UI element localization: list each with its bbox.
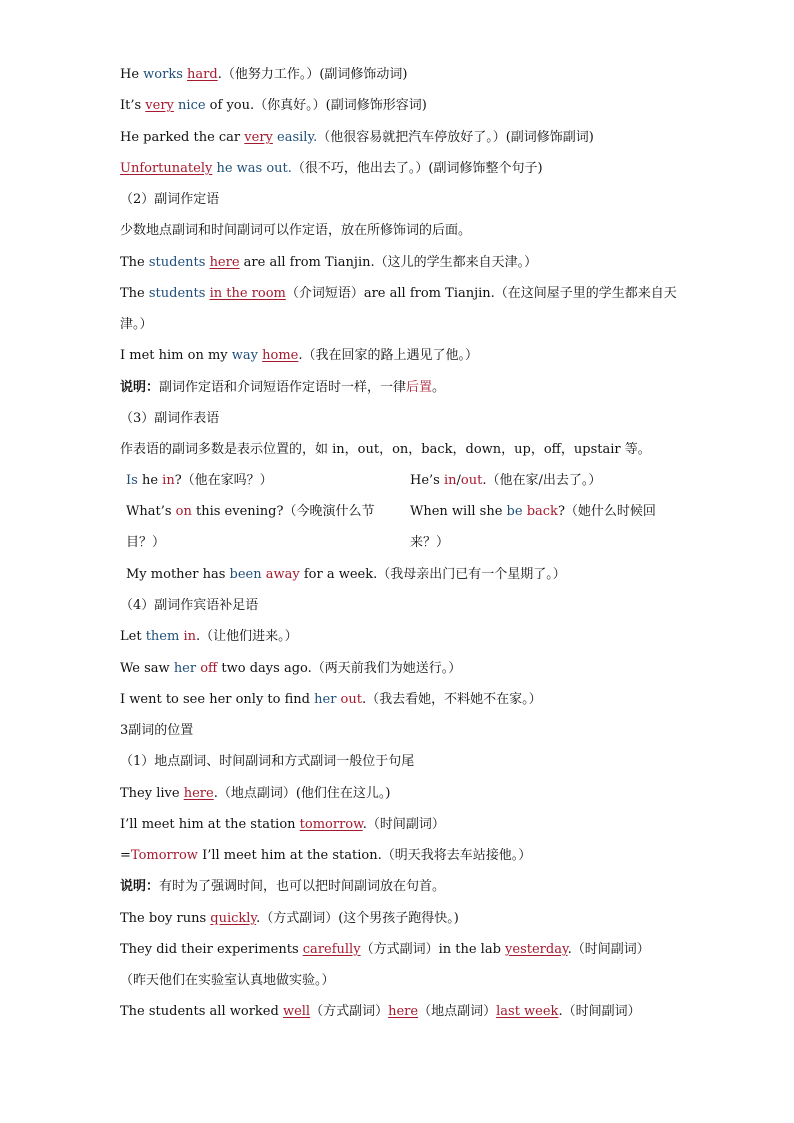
text-segment: .（我在回家的路上遇见了他。）: [298, 348, 479, 363]
table-cell: [126, 503, 374, 521]
text-segment: .（地点副词）(他们住在这儿。): [213, 786, 391, 801]
text-segment: （很不巧，他出去了。）(副词修饰整个句子): [291, 161, 543, 176]
note-label: 说明：: [120, 380, 160, 395]
underlined-word: tomorrow: [299, 817, 363, 832]
text-segment: this evening?（今晚演什么节: [191, 504, 375, 519]
text-segment: I went to see her only to find: [120, 692, 315, 707]
table-cell: [410, 472, 601, 490]
text-segment: be: [506, 504, 527, 519]
text-segment: （2）副词作定语: [120, 192, 220, 207]
text-segment: It’s: [120, 98, 146, 113]
text-segment: 来？）: [410, 535, 450, 550]
text-segment: ?（她什么时候回: [557, 504, 656, 519]
section-heading: [120, 410, 219, 428]
table-cell: [410, 534, 449, 552]
underlined-word: very: [145, 98, 174, 113]
table-cell: [126, 472, 273, 490]
text-segment: her: [314, 692, 341, 707]
text-segment: easily.: [272, 130, 318, 145]
text-segment: （方式副词）: [310, 1004, 389, 1019]
text-segment: 作表语的副词多数是表示位置的，如 in，out，on，back，down，up，off，upstair 等。: [120, 442, 651, 457]
text-segment: .（我去看她，不料她不在家。）: [361, 692, 542, 707]
text-segment: 。: [432, 380, 446, 395]
text-segment: The: [120, 255, 149, 270]
note-line: [120, 878, 445, 896]
text-segment: （1）地点副词、时间副词和方式副词一般位于句尾: [120, 754, 415, 769]
underlined-word: here: [183, 786, 214, 801]
text-segment: I’ll meet him at the station: [120, 817, 300, 832]
table-cell: [126, 566, 566, 584]
text-segment: I met him on my: [120, 348, 232, 363]
text-segment: off: [200, 661, 218, 676]
text-segment: two days ago.（两天前我们为她送行。）: [217, 661, 462, 676]
text-line: [120, 129, 594, 147]
text-line: [120, 972, 335, 990]
text-segment: 少数地点副词和时间副词可以作定语，放在所修饰词的后面。: [120, 223, 472, 238]
underlined-word: home: [262, 348, 299, 363]
text-segment: students: [148, 255, 210, 270]
text-line: [120, 816, 445, 834]
underlined-word: very: [244, 130, 273, 145]
text-line: [120, 97, 427, 115]
text-segment: nice: [173, 98, 206, 113]
text-segment: Tomorrow: [130, 848, 198, 863]
text-segment: （方式副词）in the lab: [360, 942, 506, 957]
text-segment: .（他努力工作。）(副词修饰动词): [217, 67, 408, 82]
text-line: [120, 66, 407, 84]
underlined-word: last week: [496, 1004, 559, 1019]
text-segment: been: [229, 567, 266, 582]
text-segment: （地点副词）: [418, 1004, 497, 1019]
text-segment: he was out.: [212, 161, 292, 176]
section-heading: [120, 597, 258, 615]
text-segment: away: [265, 567, 300, 582]
text-segment: 后置: [406, 380, 433, 395]
text-line: [120, 691, 542, 709]
text-line: [120, 785, 390, 803]
text-segment: .（时间副词）: [558, 1004, 641, 1019]
text-segment: The students all worked: [120, 1004, 283, 1019]
text-segment: （3）副词作表语: [120, 411, 220, 426]
text-segment: works: [143, 67, 188, 82]
text-segment: on: [175, 504, 192, 519]
text-line: [120, 910, 459, 928]
text-segment: We saw: [120, 661, 174, 676]
underlined-word: Unfortunately: [120, 161, 213, 176]
text-segment: 目？）: [126, 535, 166, 550]
text-segment: （4）副词作宾语补足语: [120, 598, 259, 613]
table-cell: [410, 503, 656, 521]
text-segment: The: [120, 286, 149, 301]
text-segment: The boy runs: [120, 911, 211, 926]
text-segment: back: [526, 504, 558, 519]
text-line: [120, 628, 298, 646]
underlined-word: quickly: [210, 911, 257, 926]
underlined-word: hard: [187, 67, 218, 82]
underlined-word: here: [209, 255, 240, 270]
text-segment: （他很容易就把汽车停放好了。）(副词修饰副词): [317, 130, 594, 145]
note-line: [120, 379, 445, 397]
text-segment: What’s: [126, 504, 176, 519]
text-segment: way: [231, 348, 263, 363]
text-segment: out: [340, 692, 362, 707]
text-segment: are all from Tianjin.（这儿的学生都来自天津。）: [239, 255, 538, 270]
text-segment: .（让他们进来。）: [195, 629, 298, 644]
text-segment: 津。）: [120, 317, 153, 332]
text-segment: 有时为了强调时间，也可以把时间副词放在句首。: [159, 879, 446, 894]
text-segment: for a week.（我母亲出门已有一个星期了。）: [299, 567, 566, 582]
text-segment: （昨天他们在实验室认真地做实验。）: [120, 973, 335, 988]
text-segment: .（他在家/出去了。）: [482, 473, 602, 488]
text-segment: He’s: [410, 473, 444, 488]
text-segment: of you.（你真好。）(副词修饰形容词): [205, 98, 427, 113]
text-line: [120, 160, 543, 178]
note-label: 说明：: [120, 879, 160, 894]
table-cell: [126, 534, 165, 552]
text-segment: （介词短语）are all from Tianjin.（在这间屋子里的学生都来自天: [285, 286, 677, 301]
section-heading: [120, 722, 193, 740]
underlined-word: in the room: [209, 286, 286, 301]
text-segment: I’ll meet him at the station.（明天我将去车站接他。）: [197, 848, 532, 863]
text-segment: her: [173, 661, 201, 676]
text-segment: .（时间副词）: [567, 942, 650, 957]
text-line: [120, 254, 537, 272]
text-segment: he: [141, 473, 163, 488]
text-line: [120, 1003, 641, 1021]
text-segment: in: [183, 629, 196, 644]
text-segment: /: [456, 473, 461, 488]
text-segment: They live: [120, 786, 184, 801]
text-segment: He parked the car: [120, 130, 245, 145]
underlined-word: carefully: [302, 942, 361, 957]
text-segment: in: [162, 473, 175, 488]
text-line: [120, 316, 153, 334]
text-segment: ?（他在家吗？）: [174, 473, 273, 488]
text-segment: 副词作定语和介词短语作定语时一样，一律: [159, 380, 407, 395]
text-segment: They did their experiments: [120, 942, 303, 957]
text-segment: out: [460, 473, 483, 488]
text-segment: When will she: [410, 504, 507, 519]
text-segment: Is: [126, 473, 142, 488]
text-segment: .（方式副词）(这个男孩子跑得快。): [256, 911, 459, 926]
text-segment: .（时间副词）: [362, 817, 445, 832]
text-segment: Let: [120, 629, 146, 644]
underlined-word: yesterday: [505, 942, 568, 957]
text-segment: in: [443, 473, 457, 488]
text-segment: them: [145, 629, 184, 644]
underlined-word: well: [282, 1004, 311, 1019]
text-segment: My mother has: [126, 567, 230, 582]
text-line: [120, 941, 650, 959]
text-line: [120, 847, 531, 865]
text-line: [120, 285, 677, 303]
text-segment: students: [148, 286, 210, 301]
text-line: [120, 222, 471, 240]
section-heading: [120, 753, 414, 771]
text-line: [120, 660, 461, 678]
underlined-word: here: [388, 1004, 419, 1019]
text-line: [120, 347, 478, 365]
text-segment: =: [120, 848, 131, 863]
section-heading: [120, 191, 219, 209]
text-segment: 3副词的位置: [120, 723, 194, 738]
text-line: [120, 441, 651, 459]
text-segment: He: [120, 67, 144, 82]
